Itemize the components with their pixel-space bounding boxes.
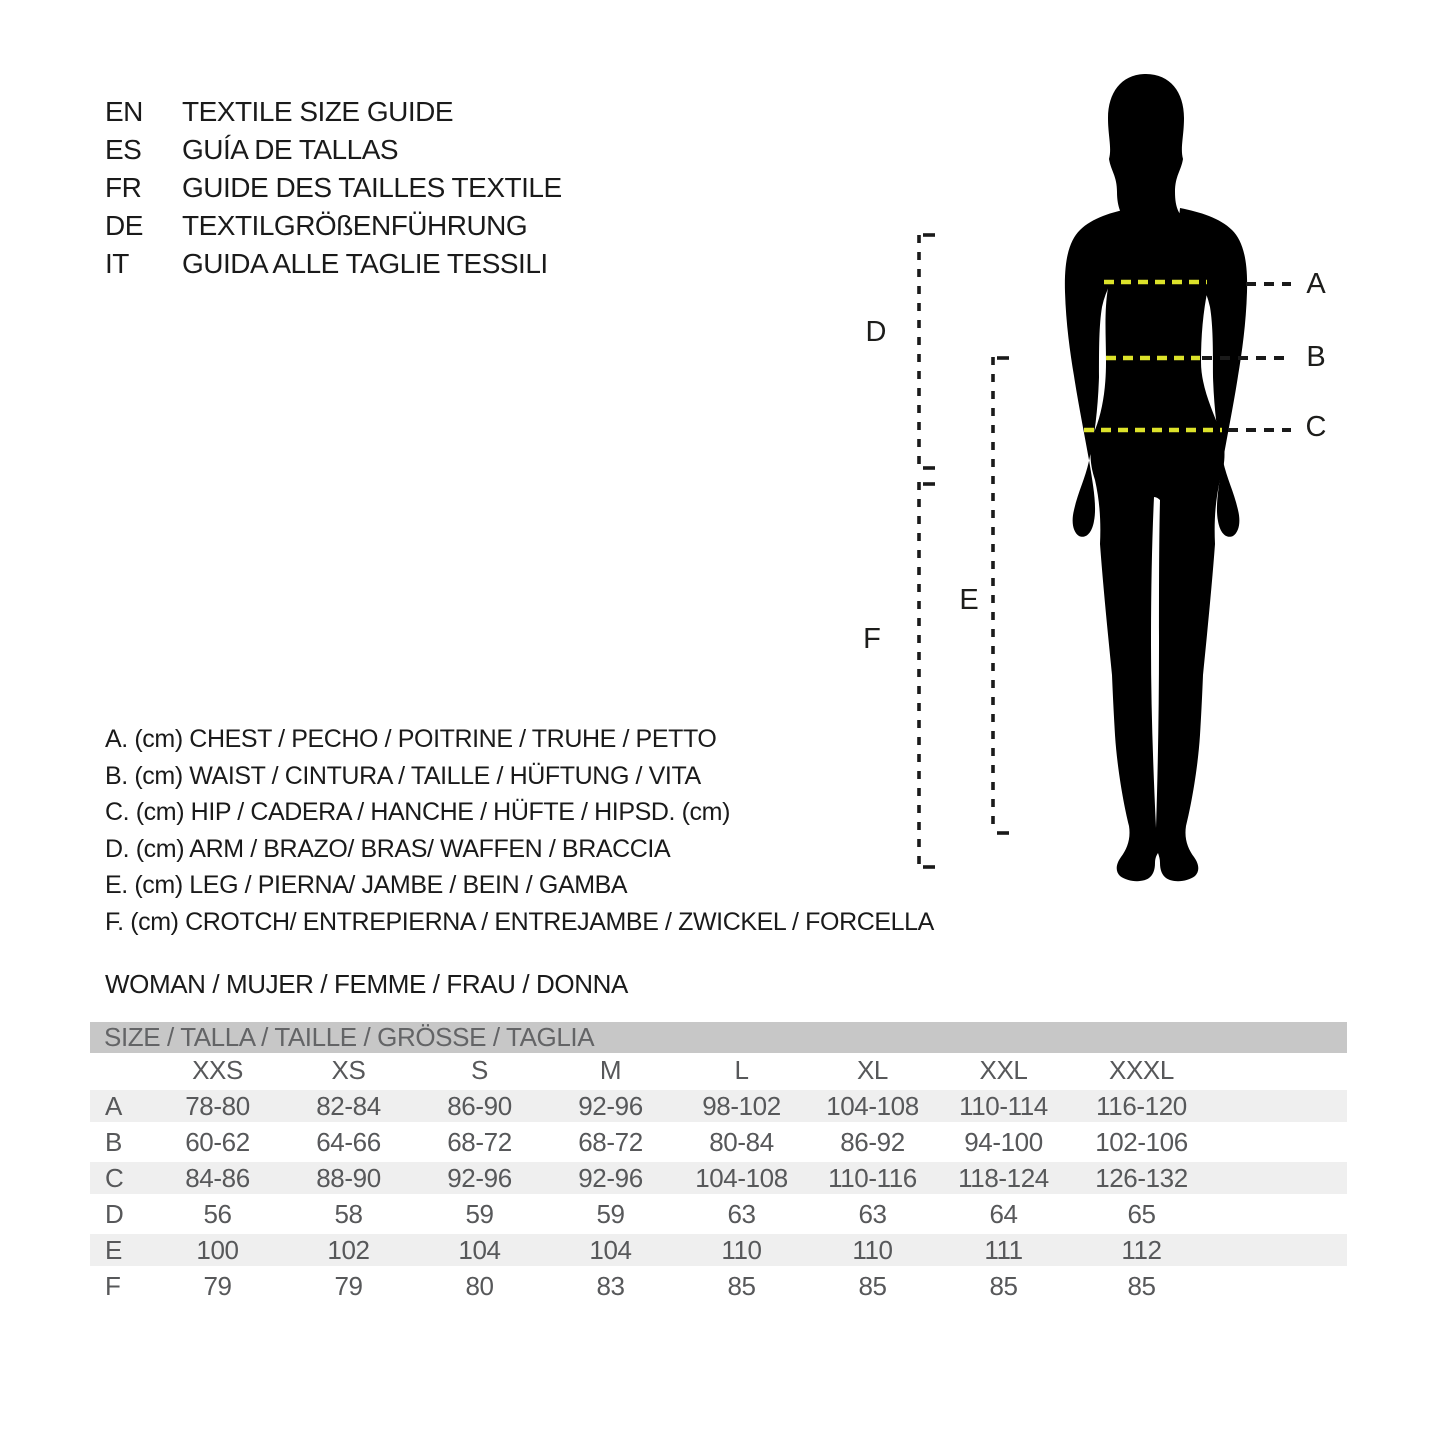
- table-cell: 104: [589, 1234, 632, 1265]
- language-title-list: [105, 93, 562, 283]
- size-column-header: XXXL: [1109, 1055, 1174, 1085]
- table-cell: 63: [727, 1198, 756, 1229]
- table-cell: 84-86: [185, 1162, 250, 1193]
- table-cell: 59: [465, 1198, 494, 1229]
- language-code: ES: [105, 134, 142, 165]
- figure-label-leg: E: [959, 584, 979, 616]
- table-cell: 116-120: [1096, 1090, 1187, 1121]
- language-row: [105, 93, 562, 131]
- table-cell: 102: [327, 1234, 370, 1265]
- table-cell: 63: [858, 1198, 887, 1229]
- language-row: [105, 169, 562, 207]
- size-column-header: XXS: [192, 1055, 243, 1085]
- language-code: FR: [105, 172, 142, 203]
- table-cell: 85: [858, 1270, 887, 1301]
- table-cell: 88-90: [316, 1162, 381, 1193]
- table-cell: 80: [465, 1270, 494, 1301]
- measurement-legend: [105, 721, 934, 941]
- measurement-description: E. (cm) LEG / PIERNA/ JAMBE / BEIN / GAMBA: [105, 871, 628, 900]
- size-table-header: SIZE / TALLA / TAILLE / GRÖSSE / TAGLIA: [90, 1022, 1347, 1053]
- language-title: TEXTILE SIZE GUIDE: [182, 96, 454, 127]
- table-cell: 68-72: [578, 1126, 643, 1157]
- table-cell: 104: [458, 1234, 501, 1265]
- table-cell: 79: [334, 1270, 363, 1301]
- language-title: TEXTILGRÖßENFÜHRUNG: [182, 210, 528, 241]
- table-cell: 85: [727, 1270, 756, 1301]
- size-column-header: L: [734, 1055, 749, 1085]
- table-cell: 80-84: [709, 1126, 774, 1157]
- table-cell: 86-90: [447, 1090, 512, 1121]
- size-column-header-row: [90, 1053, 1347, 1088]
- table-cell: 85: [989, 1270, 1018, 1301]
- figure-label-waist: B: [1306, 341, 1326, 373]
- table-cell: 110-114: [959, 1090, 1048, 1121]
- table-cell: 64: [989, 1198, 1018, 1229]
- table-cell: 78-80: [185, 1090, 250, 1121]
- size-column-header: M: [599, 1055, 622, 1085]
- table-cell: 58: [334, 1198, 363, 1229]
- row-label: F: [105, 1270, 121, 1301]
- table-cell: 92-96: [578, 1090, 643, 1121]
- row-label: E: [105, 1234, 122, 1265]
- table-cell: 112: [1121, 1234, 1162, 1265]
- measurement-description: B. (cm) WAIST / CINTURA / TAILLE / HÜFTUNG / VITA: [105, 761, 701, 790]
- size-column-header: S: [471, 1055, 488, 1085]
- table-cell: 126-132: [1095, 1162, 1188, 1193]
- figure-label-chest: A: [1306, 268, 1326, 300]
- size-table: [90, 1022, 1347, 1304]
- language-code: IT: [105, 248, 129, 279]
- measurement-description: A. (cm) CHEST / PECHO / POITRINE / TRUHE / PETTO: [105, 725, 717, 753]
- table-row: [90, 1160, 1347, 1196]
- figure-label-hip: C: [1305, 411, 1327, 443]
- row-label: D: [105, 1198, 124, 1229]
- table-cell: 64-66: [316, 1126, 381, 1157]
- language-row: [105, 245, 562, 283]
- table-cell: 85: [1127, 1270, 1156, 1301]
- figure-label-crotch: F: [863, 623, 881, 655]
- table-cell: 104-108: [695, 1162, 788, 1193]
- table-cell: 86-92: [840, 1126, 905, 1157]
- table-cell: 104-108: [826, 1090, 919, 1121]
- table-row: [90, 1232, 1347, 1268]
- body-silhouette: [1087, 74, 1229, 881]
- language-title: GUIDE DES TAILLES TEXTILE: [182, 172, 562, 203]
- row-label: C: [105, 1162, 124, 1193]
- table-cell: 110-116: [828, 1162, 917, 1193]
- language-code: DE: [105, 210, 143, 241]
- table-cell: 79: [203, 1270, 232, 1301]
- table-cell: 56: [203, 1198, 232, 1229]
- table-row: [90, 1196, 1347, 1232]
- table-cell: 65: [1127, 1198, 1156, 1229]
- language-row: [105, 207, 562, 245]
- figure-label-arm: D: [865, 316, 887, 348]
- size-column-header: XXL: [979, 1055, 1028, 1085]
- table-cell: 92-96: [447, 1162, 512, 1193]
- measurement-description: C. (cm) HIP / CADERA / HANCHE / HÜFTE / HIPSD. (cm): [105, 798, 731, 827]
- language-title: GUÍA DE TALLAS: [182, 134, 399, 165]
- table-cell: 92-96: [578, 1162, 643, 1193]
- language-code: EN: [105, 96, 143, 127]
- table-cell: 59: [596, 1198, 625, 1229]
- row-label: B: [105, 1126, 122, 1157]
- measurement-description: D. (cm) ARM / BRAZO/ BRAS/ WAFFEN / BRACCIA: [105, 834, 671, 863]
- table-cell: 110: [852, 1234, 893, 1265]
- language-row: [105, 131, 562, 169]
- table-cell: 100: [196, 1234, 239, 1265]
- table-row: [90, 1268, 1347, 1304]
- table-cell: 82-84: [316, 1090, 381, 1121]
- table-cell: 102-106: [1095, 1126, 1188, 1157]
- table-cell: 60-62: [185, 1126, 250, 1157]
- gender-subtitle: WOMAN / MUJER / FEMME / FRAU / DONNA: [105, 969, 628, 999]
- measurement-description: F. (cm) CROTCH/ ENTREPIERNA / ENTREJAMBE / ZWICKEL / FORCELLA: [105, 907, 934, 936]
- table-row: [90, 1088, 1347, 1124]
- language-title: GUIDA ALLE TAGLIE TESSILI: [182, 248, 548, 279]
- table-cell: 111: [984, 1234, 1023, 1265]
- size-column-header: XS: [331, 1055, 366, 1085]
- table-cell: 110: [721, 1234, 762, 1265]
- table-cell: 118-124: [958, 1162, 1049, 1193]
- row-label: A: [105, 1090, 122, 1121]
- size-column-header: XL: [856, 1055, 888, 1085]
- table-row: [90, 1124, 1347, 1160]
- table-cell: 68-72: [447, 1126, 512, 1157]
- table-cell: 98-102: [702, 1090, 781, 1121]
- table-cell: 94-100: [964, 1126, 1043, 1157]
- table-cell: 83: [596, 1270, 625, 1301]
